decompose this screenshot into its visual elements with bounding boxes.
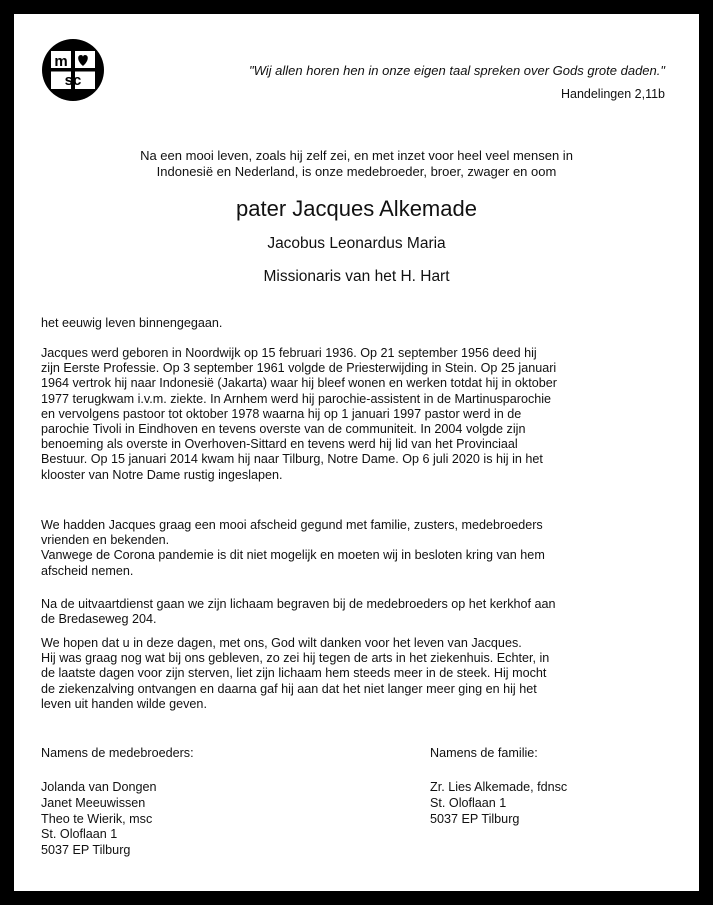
paragraph-line: leven uit handen wilde geven. bbox=[41, 696, 207, 711]
logo-text-bottom: sc bbox=[64, 72, 82, 89]
paragraph-line: klooster van Notre Dame rustig ingeslapen. bbox=[41, 467, 283, 482]
paragraph-biography bbox=[41, 346, 671, 483]
signature-line: Theo te Wierik, msc bbox=[41, 811, 153, 826]
paragraph-line: Na de uitvaartdienst gaan we zijn lichaam begraven bij de medebroeders op het kerkhof aan bbox=[41, 597, 556, 611]
logo-text-top: m bbox=[54, 53, 68, 70]
intro-line: Na een mooi leven, zoals hij zelf zei, en met inzet voor heel veel mensen in bbox=[140, 148, 573, 163]
paragraph-line: benoeming als overste in Overhoven-Sittard en tevens werd hij lid van het Provinciaal bbox=[41, 437, 518, 452]
paragraph-line: het eeuwig leven binnengegaan. bbox=[41, 316, 223, 330]
paragraph-burial bbox=[41, 597, 671, 627]
signature-line: Jolanda van Dongen bbox=[41, 780, 157, 794]
signature-line: Janet Meeuwissen bbox=[41, 795, 146, 810]
paragraph-line: vrienden en bekenden. bbox=[41, 533, 170, 548]
paragraph-farewell bbox=[41, 518, 671, 579]
paragraph-line: de laatste dagen voor zijn sterven, liet zijn lichaam hem steeds meer in de steek. Hij mocht bbox=[41, 666, 547, 681]
signature-heading-brothers: Namens de medebroeders: bbox=[41, 746, 194, 760]
paragraph-line: de ziekenzalving ontvangen en daarna gaf hij aan dat het niet langer meer ging en hij het bbox=[41, 681, 537, 696]
paragraph-line: Jacques werd geboren in Noordwijk op 15 februari 1936. Op 21 september 1956 deed hij bbox=[41, 346, 537, 360]
deceased-name: pater Jacques Alkemade bbox=[236, 196, 477, 221]
paragraph-passing bbox=[41, 316, 671, 331]
paragraph-line: Vanwege de Corona pandemie is dit niet mogelijk en moeten wij in besloten kring van hem bbox=[41, 548, 545, 563]
paragraph-line: de Bredaseweg 204. bbox=[41, 612, 157, 627]
paragraph-line: We hadden Jacques graag een mooi afscheid gegund met familie, zusters, medebroeders bbox=[41, 518, 543, 532]
deceased-order: Missionaris van het H. Hart bbox=[263, 268, 450, 285]
intro-text bbox=[60, 148, 653, 180]
signature-line: St. Oloflaan 1 bbox=[430, 795, 507, 810]
signature-line: 5037 EP Tilburg bbox=[41, 843, 131, 858]
scripture-quote: "Wij allen horen hen in onze eigen taal spreken over Gods grote daden." bbox=[249, 63, 665, 78]
signature-line: Zr. Lies Alkemade, fdnsc bbox=[430, 780, 568, 794]
signature-block-family bbox=[430, 780, 567, 827]
scripture-reference: Handelingen 2,11b bbox=[560, 87, 665, 101]
intro-line: Indonesië en Nederland, is onze medebroeder, broer, zwager en oom bbox=[156, 164, 557, 179]
paragraph-line: 1964 vertrok hij naar Indonesië (Jakarta) waar hij bleef wonen en werken totdat hij in oktober bbox=[41, 376, 557, 391]
paragraph-line: en vervolgens pastoor tot oktober 1978 waarna hij op 1 januari 1997 pastor werd in de bbox=[41, 406, 522, 421]
signature-line: 5037 EP Tilburg bbox=[430, 811, 520, 826]
deceased-full-name: Jacobus Leonardus Maria bbox=[267, 235, 446, 252]
signature-block-brothers bbox=[41, 780, 157, 859]
paragraph-gratitude bbox=[41, 636, 671, 712]
paragraph-line: afscheid nemen. bbox=[41, 563, 134, 578]
paragraph-line: zijn Eerste Professie. Op 3 september 1961 volgde de Priesterwijding in Stein. Op 25 januari bbox=[41, 361, 557, 376]
signature-line: St. Oloflaan 1 bbox=[41, 827, 118, 842]
paragraph-line: We hopen dat u in deze dagen, met ons, God wilt danken voor het leven van Jacques. bbox=[41, 636, 522, 650]
paragraph-line: Hij was graag nog wat bij ons gebleven, zo zei hij tegen de arts in het ziekenhuis. Echter, in bbox=[41, 651, 550, 666]
paragraph-line: Bestuur. Op 15 januari 2014 kwam hij naar Tilburg, Notre Dame. Op 6 juli 2020 is hij in het bbox=[41, 452, 543, 467]
paragraph-line: 1977 terugkwam i.v.m. ziekte. In Arnhem werd hij parochie-assistent in de Martinusparochie bbox=[41, 391, 552, 406]
paragraph-line: parochie Tivoli in Eindhoven en tevens overste van de communiteit. In 2004 volgde zijn bbox=[41, 422, 526, 437]
msc-logo bbox=[41, 38, 105, 102]
signature-heading-family: Namens de familie: bbox=[430, 746, 538, 760]
